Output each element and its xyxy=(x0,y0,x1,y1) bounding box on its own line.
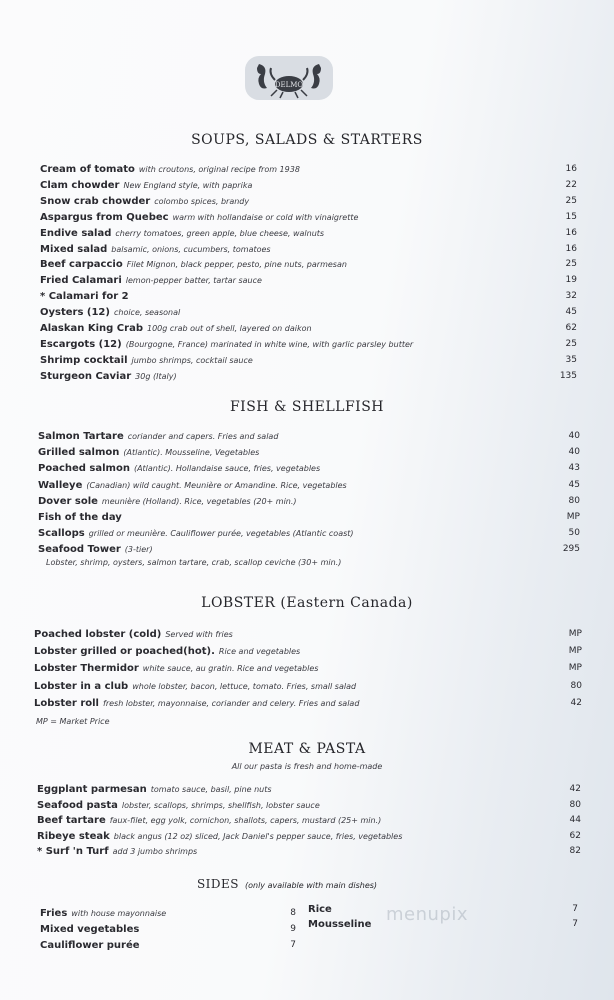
menu-item-name: Clam chowder xyxy=(40,179,120,191)
menu-item xyxy=(37,799,320,813)
menu-item xyxy=(34,645,300,659)
menu-item-price: MP xyxy=(566,512,580,522)
menu-item-description: colombo spices, brandy xyxy=(154,196,250,206)
menu-item-name: Fish of the day xyxy=(38,512,122,523)
menu-item-description: Served with fries xyxy=(165,630,233,639)
menu-item-description: 100g crab out of shell, layered on daikon xyxy=(146,324,312,333)
menu-item-price: 80 xyxy=(569,799,581,810)
menu-item xyxy=(38,479,347,493)
menu-item-name: Lobster roll xyxy=(34,697,99,709)
menu-item-price: 16 xyxy=(565,243,577,254)
menu-item-description: white sauce, au gratin. Rice and vegetables xyxy=(142,664,319,674)
menu-item xyxy=(34,662,318,676)
menu-item-price: 32 xyxy=(565,291,577,302)
menu-item xyxy=(38,430,278,444)
menu-item-price: 295 xyxy=(562,544,580,555)
menu-item-price: 80 xyxy=(568,495,580,506)
menu-item xyxy=(37,814,381,828)
menu-item-name: Lobster Thermidor xyxy=(34,663,139,675)
menu-item-price: 62 xyxy=(569,830,581,841)
menu-item-description: coriander and capers. Fries and salad xyxy=(127,432,279,441)
menu-item-price: 40 xyxy=(568,431,580,441)
menu-item xyxy=(40,179,252,193)
menu-item-name: Cream of tomato xyxy=(40,164,135,175)
menu-item-price: 40 xyxy=(568,447,580,458)
menu-item-price: 82 xyxy=(569,846,581,857)
section-title-meat: MEAT & PASTA xyxy=(248,741,366,757)
menu-item-name: Grilled salmon xyxy=(38,447,120,459)
menu-item-price: 16 xyxy=(565,164,577,174)
menu-item-description: (Canadian) wild caught. Meunière or Amandine. Rice, vegetables xyxy=(86,480,347,490)
menu-item xyxy=(40,243,271,257)
menu-item-name: Eggplant parmesan xyxy=(37,784,147,795)
section-title-fish: FISH & SHELLFISH xyxy=(229,399,385,415)
menu-item-name: Dover sole xyxy=(38,495,98,507)
menu-item-description: New England style, with paprika xyxy=(123,180,253,190)
menu-item-name: Scallops xyxy=(38,528,85,540)
menu-item xyxy=(40,227,324,241)
menu-item xyxy=(38,543,153,557)
menu-item-name: Lobster in a club xyxy=(34,680,129,692)
menu-item-description: with house mayonnaise xyxy=(71,909,167,918)
menu-item-description: Filet Mignon, black pepper, pesto, pine nuts, parmesan xyxy=(126,260,347,270)
menu-item-name: Oysters (12) xyxy=(40,307,110,319)
menu-item xyxy=(38,527,354,541)
menu-item-description: (Atlantic). Hollandaise sauce, fries, vegetables xyxy=(133,464,321,474)
menu-item xyxy=(40,370,177,384)
menu-item-name: Poached salmon xyxy=(38,463,130,475)
menu-item-name: Aspargus from Quebec xyxy=(40,211,169,223)
menu-item xyxy=(34,697,359,711)
menu-item-price: 25 xyxy=(565,195,577,206)
menu-item-description: (Atlantic). Mousseline, Vegetables xyxy=(123,448,260,458)
menu-item xyxy=(40,211,358,225)
logo-text: DELMO xyxy=(274,81,304,89)
restaurant-logo xyxy=(241,54,337,102)
menu-item-name: Snow crab chowder xyxy=(40,195,151,207)
menu-item xyxy=(40,338,413,352)
menu-item-name: Mixed vegetables xyxy=(40,924,140,935)
menu-item xyxy=(38,462,320,476)
menu-item-price: MP xyxy=(568,663,582,674)
menu-item xyxy=(38,446,259,460)
menu-item xyxy=(40,258,347,272)
menu-item-description: lobster, scallops, shrimps, shellfish, lobster sauce xyxy=(121,800,320,810)
menu-item-name: Walleye xyxy=(38,479,83,491)
menu-item-description: balsamic, onions, cucumbers, tomatoes xyxy=(111,244,271,254)
menu-item-description: lemon-pepper batter, tartar sauce xyxy=(125,276,262,286)
menu-item-price: 135 xyxy=(559,370,577,381)
menu-item-name: Seafood pasta xyxy=(37,799,118,811)
menu-item-price: 7 xyxy=(572,919,578,929)
menu-item xyxy=(37,783,272,797)
menu-item-description: (Bourgogne, France) marinated in white wine, with garlic parsley butter xyxy=(125,339,414,349)
menu-item-description: Rice and vegetables xyxy=(218,647,301,657)
menu-item-name: Mixed salad xyxy=(40,243,108,255)
menu-item-description: meunière (Holland). Rice, vegetables (20+ min.) xyxy=(101,496,297,506)
menu-item xyxy=(40,195,249,209)
menu-item-description: warm with hollandaise or cold with vinaigrette xyxy=(172,212,359,222)
menu-item-price: 62 xyxy=(565,323,577,333)
menu-item-name: Rice xyxy=(308,904,332,915)
menu-item xyxy=(40,907,166,921)
sides-title-text: SIDES xyxy=(196,877,239,891)
menu-item xyxy=(308,903,332,917)
menu-item-description: choice, seasonal xyxy=(113,308,181,318)
menu-item-name: Sturgeon Caviar xyxy=(40,370,132,382)
market-price-note: MP = Market Price xyxy=(36,717,110,726)
sides-note: (only available with main dishes) xyxy=(245,881,378,890)
menu-item-price: MP xyxy=(568,629,582,639)
menu-item xyxy=(40,354,253,368)
section-title-soups: SOUPS, SALADS & STARTERS xyxy=(191,132,423,148)
menu-item-name: Beef carpaccio xyxy=(40,259,123,271)
menu-item-name: Salmon Tartare xyxy=(38,431,124,442)
menu-item-price: 16 xyxy=(565,227,577,238)
menu-item-description: (3-tier) xyxy=(124,545,153,555)
menu-item xyxy=(38,495,297,509)
pasta-subtitle: All our pasta is fresh and home-made xyxy=(231,762,383,771)
menu-item-price: 25 xyxy=(565,338,577,349)
menu-item-description: grilled or meunière. Cauliflower purée, vegetables (Atlantic coast) xyxy=(88,529,354,539)
menu-item xyxy=(40,163,300,177)
menu-item-price: MP xyxy=(568,646,582,657)
menu-item xyxy=(38,511,126,525)
menu-item-name: Poached lobster (cold) xyxy=(34,629,162,640)
menu-item xyxy=(37,830,402,844)
menu-item-name: Ribeye steak xyxy=(37,830,110,842)
menu-item-description: 30g (Italy) xyxy=(135,371,177,381)
menu-item-description: faux-filet, egg yolk, cornichon, shallots, capers, mustard (25+ min.) xyxy=(109,816,382,826)
watermark-text: menupix xyxy=(386,904,469,925)
menu-item-name: Alaskan King Crab xyxy=(40,323,143,334)
menu-item-name: Mousseline xyxy=(308,919,372,930)
menu-item-price: 50 xyxy=(568,528,580,539)
menu-item xyxy=(40,923,143,937)
menu-item xyxy=(34,628,233,642)
menu-item-price: 25 xyxy=(565,259,577,270)
menu-item-name: Endive salad xyxy=(40,227,112,239)
menu-item-price: 44 xyxy=(569,815,581,826)
menu-item-description: jumbo shrimps, cocktail sauce xyxy=(131,355,253,365)
menu-item-name: Shrimp cocktail xyxy=(40,354,128,366)
menu-item-price: 35 xyxy=(565,354,577,365)
menu-item-name: Lobster grilled or poached(hot). xyxy=(34,646,215,658)
menu-item-price: 22 xyxy=(565,179,577,190)
menu-item-price: 45 xyxy=(565,307,577,318)
menu-item-price: 42 xyxy=(570,697,582,708)
menu-item-price: 42 xyxy=(569,784,581,794)
menu-item-price: 15 xyxy=(565,211,577,222)
menu-item-price: 19 xyxy=(565,275,577,286)
seafood-tower-note: Lobster, shrimp, oysters, salmon tartare, crab, scallop ceviche (30+ min.) xyxy=(46,558,342,567)
menu-item-name: Fried Calamari xyxy=(40,275,122,287)
menu-item-price: 7 xyxy=(290,940,296,950)
menu-item-description: black angus (12 oz) sliced, Jack Daniel's pepper sauce, fries, vegetables xyxy=(113,831,403,841)
menu-item xyxy=(37,845,197,859)
menu-item-name: * Surf 'n Turf xyxy=(37,846,109,858)
menu-item-name: Fries xyxy=(40,908,68,919)
menu-item-name: Escargots (12) xyxy=(40,338,122,350)
menu-item xyxy=(40,939,144,953)
menu-item xyxy=(40,290,133,304)
menu-item-description: fresh lobster, mayonnaise, coriander and celery. Fries and salad xyxy=(103,698,360,708)
menu-item xyxy=(40,306,180,320)
menu-item-price: 8 xyxy=(290,908,296,918)
menu-item xyxy=(40,274,262,288)
menu-item-name: Cauliflower purée xyxy=(40,940,140,951)
menu-item-price: 9 xyxy=(290,924,296,934)
menu-item-price: 7 xyxy=(572,904,578,914)
menu-item-name: Seafood Tower xyxy=(38,544,121,556)
menu-item-price: 45 xyxy=(568,479,580,490)
menu-item-description: with croutons, original recipe from 1938 xyxy=(138,165,300,174)
menu-item-name: * Calamari for 2 xyxy=(40,291,129,303)
menu-item-price: 43 xyxy=(568,463,580,474)
menu-item-description: tomato sauce, basil, pine nuts xyxy=(150,785,272,794)
menu-item-price: 80 xyxy=(570,680,582,691)
menu-item xyxy=(308,918,371,932)
menu-item-name: Beef tartare xyxy=(37,815,106,827)
menu-item xyxy=(40,322,312,336)
menu-item-description: add 3 jumbo shrimps xyxy=(112,847,198,857)
section-title-sides xyxy=(0,877,594,891)
menu-item xyxy=(34,680,356,694)
menu-item-description: whole lobster, bacon, lettuce, tomato. Fries, small salad xyxy=(132,681,357,691)
menu-item-description: cherry tomatoes, green apple, blue cheese, walnuts xyxy=(115,228,325,238)
section-title-lobster: LOBSTER (Eastern Canada) xyxy=(201,595,413,611)
